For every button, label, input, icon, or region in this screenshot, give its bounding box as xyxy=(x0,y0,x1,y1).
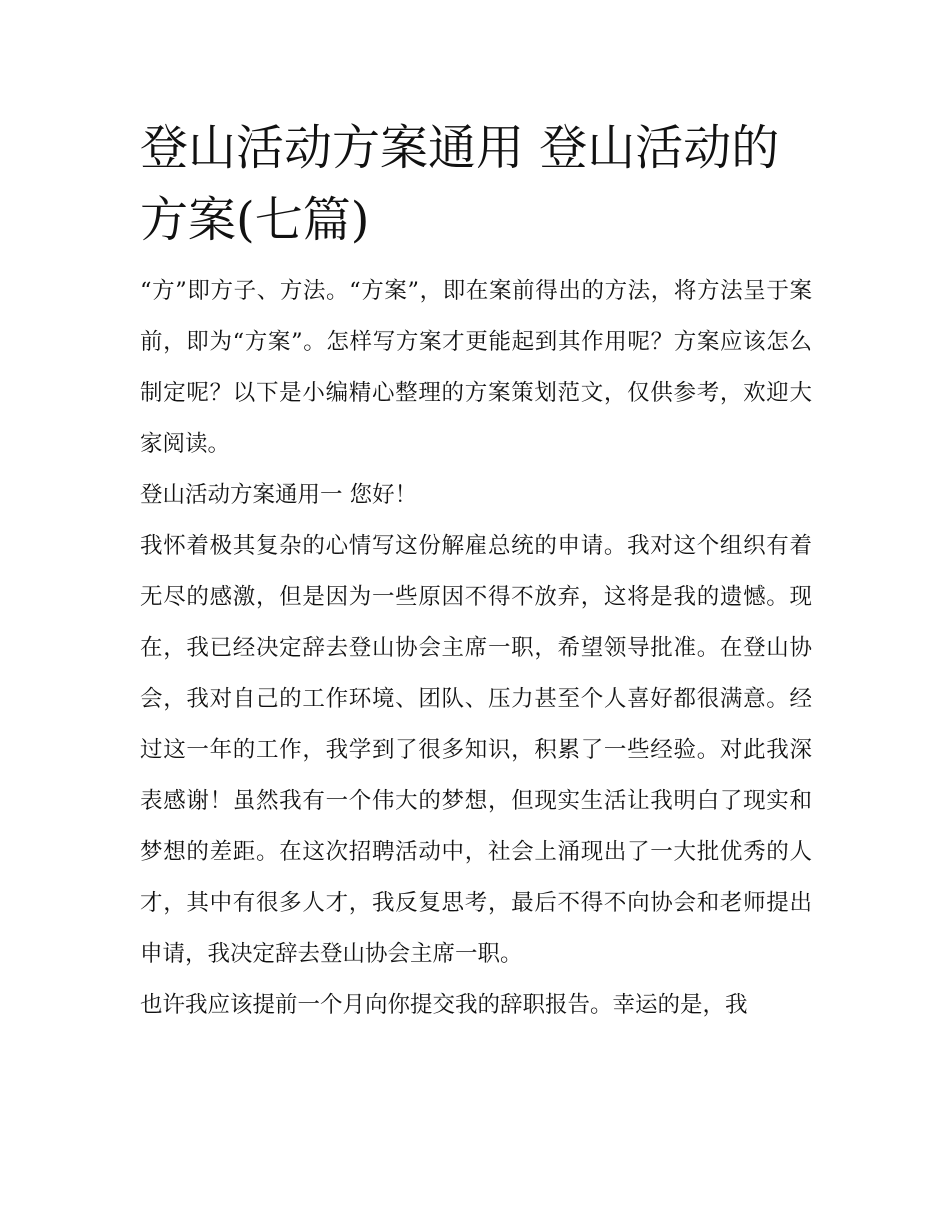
paragraph-body: 我怀着极其复杂的心情写这份解雇总统的申请。我对这个组织有着无尽的感激，但是因为一些原因不得不放弃，这将是我的遗憾。现在，我已经决定辞去登山协会主席一职，希望领导批准。在登山协会，我对自己的工作环境、团队、压力甚至个人喜好都很满意。经过这一年的工作，我学到了很多知识，积累了一些经验。对此我深表感谢！虽然我有一个伟大的梦想，但现实生活让我明白了现实和梦想的差距。在这次招聘活动中，社会上涌现出了一大批优秀的人才，其中有很多人才，我反复思考，最后不得不向协会和老师提出申请，我决定辞去登山协会主席一职。 xyxy=(140,533,812,967)
paragraph-continued: 也许我应该提前一个月向你提交我的辞职报告。幸运的是，我 xyxy=(140,992,748,1018)
document-title: 登山活动方案通用 登山活动的方案(七篇) xyxy=(140,120,780,248)
document-body xyxy=(140,112,812,1031)
paragraph-intro: “方”即方子、方法。“方案”，即在案前得出的方法，将方法呈于案前，即为“方案”。怎样写方案才更能起到其作用呢？方案应该怎么制定呢？以下是小编精心整理的方案策划范文，仅供参考，欢迎大家阅读。 xyxy=(140,278,812,457)
paragraph-section-heading: 登山活动方案通用一 您好！ xyxy=(140,482,418,508)
